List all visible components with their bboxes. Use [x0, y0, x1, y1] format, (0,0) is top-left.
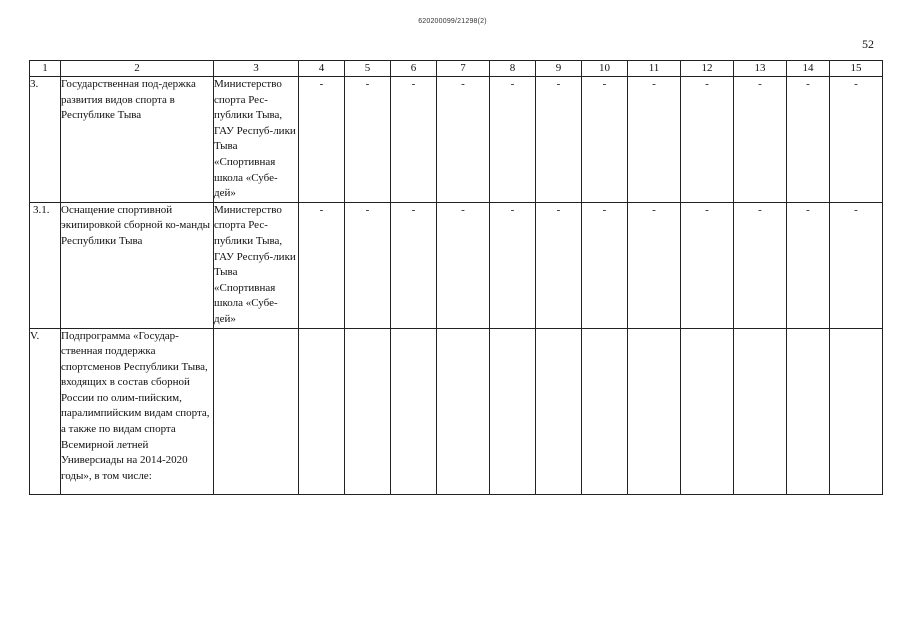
row-name: Подпрограмма «Государ-ственная поддержка спортсменов Республики Тыва, входящих в состав сборной России по олим-пийским, паралимпийским видам спорта, а также по видам спорта Всемирной летней Универсиады на 2014-2020 годы», в том числе: [61, 328, 214, 494]
column-header: 6 [391, 61, 437, 77]
value-cell [345, 328, 391, 494]
value-cell: - [345, 202, 391, 328]
column-header: 2 [61, 61, 214, 77]
value-cell: - [628, 77, 681, 203]
value-cell: - [391, 77, 437, 203]
value-cell: - [299, 202, 345, 328]
value-cell: - [787, 202, 830, 328]
column-header: 10 [582, 61, 628, 77]
value-cell: - [490, 202, 536, 328]
value-cell: - [582, 202, 628, 328]
row-executor [214, 328, 299, 494]
column-header: 1 [30, 61, 61, 77]
column-header: 15 [830, 61, 883, 77]
column-header: 12 [681, 61, 734, 77]
value-cell: - [437, 77, 490, 203]
row-number: V. [30, 328, 61, 494]
value-cell [437, 328, 490, 494]
row-name: Государственная под-держка развития видов спорта в Республике Тыва [61, 77, 214, 203]
value-cell [299, 328, 345, 494]
value-cell: - [536, 202, 582, 328]
page-number: 52 [862, 37, 874, 51]
row-executor: Министерство спорта Рес-публики Тыва, ГАУ Респуб-лики Тыва «Спортивная школа «Субе-дей» [214, 202, 299, 328]
value-cell: - [391, 202, 437, 328]
value-cell: - [681, 77, 734, 203]
column-header: 5 [345, 61, 391, 77]
column-header: 4 [299, 61, 345, 77]
value-cell: - [582, 77, 628, 203]
row-number: 3. [30, 77, 61, 203]
value-cell [628, 328, 681, 494]
value-cell [490, 328, 536, 494]
program-table [29, 60, 883, 495]
column-header: 14 [787, 61, 830, 77]
row-executor: Министерство спорта Рес-публики Тыва, ГАУ Респуб-лики Тыва «Спортивная школа «Субе-дей» [214, 77, 299, 203]
value-cell: - [536, 77, 582, 203]
value-cell: - [681, 202, 734, 328]
table-row [30, 77, 883, 203]
value-cell [734, 328, 787, 494]
value-cell [582, 328, 628, 494]
value-cell [787, 328, 830, 494]
table-row [30, 202, 883, 328]
table-row [30, 328, 883, 494]
row-name: Оснащение спортивной экипировкой сборной ко-манды Республики Тыва [61, 202, 214, 328]
column-header: 13 [734, 61, 787, 77]
value-cell: - [628, 202, 681, 328]
value-cell [830, 328, 883, 494]
column-header: 9 [536, 61, 582, 77]
value-cell: - [345, 77, 391, 203]
column-header: 3 [214, 61, 299, 77]
value-cell: - [490, 77, 536, 203]
value-cell [536, 328, 582, 494]
column-header: 11 [628, 61, 681, 77]
value-cell: - [299, 77, 345, 203]
value-cell: - [830, 77, 883, 203]
value-cell: - [830, 202, 883, 328]
value-cell: - [734, 202, 787, 328]
value-cell [391, 328, 437, 494]
document-id: 620200099/21298(2) [418, 18, 487, 25]
value-cell: - [734, 77, 787, 203]
value-cell: - [787, 77, 830, 203]
value-cell: - [437, 202, 490, 328]
value-cell [681, 328, 734, 494]
header-row [30, 61, 883, 77]
column-header: 8 [490, 61, 536, 77]
row-number: 3.1. [30, 202, 61, 328]
column-header: 7 [437, 61, 490, 77]
